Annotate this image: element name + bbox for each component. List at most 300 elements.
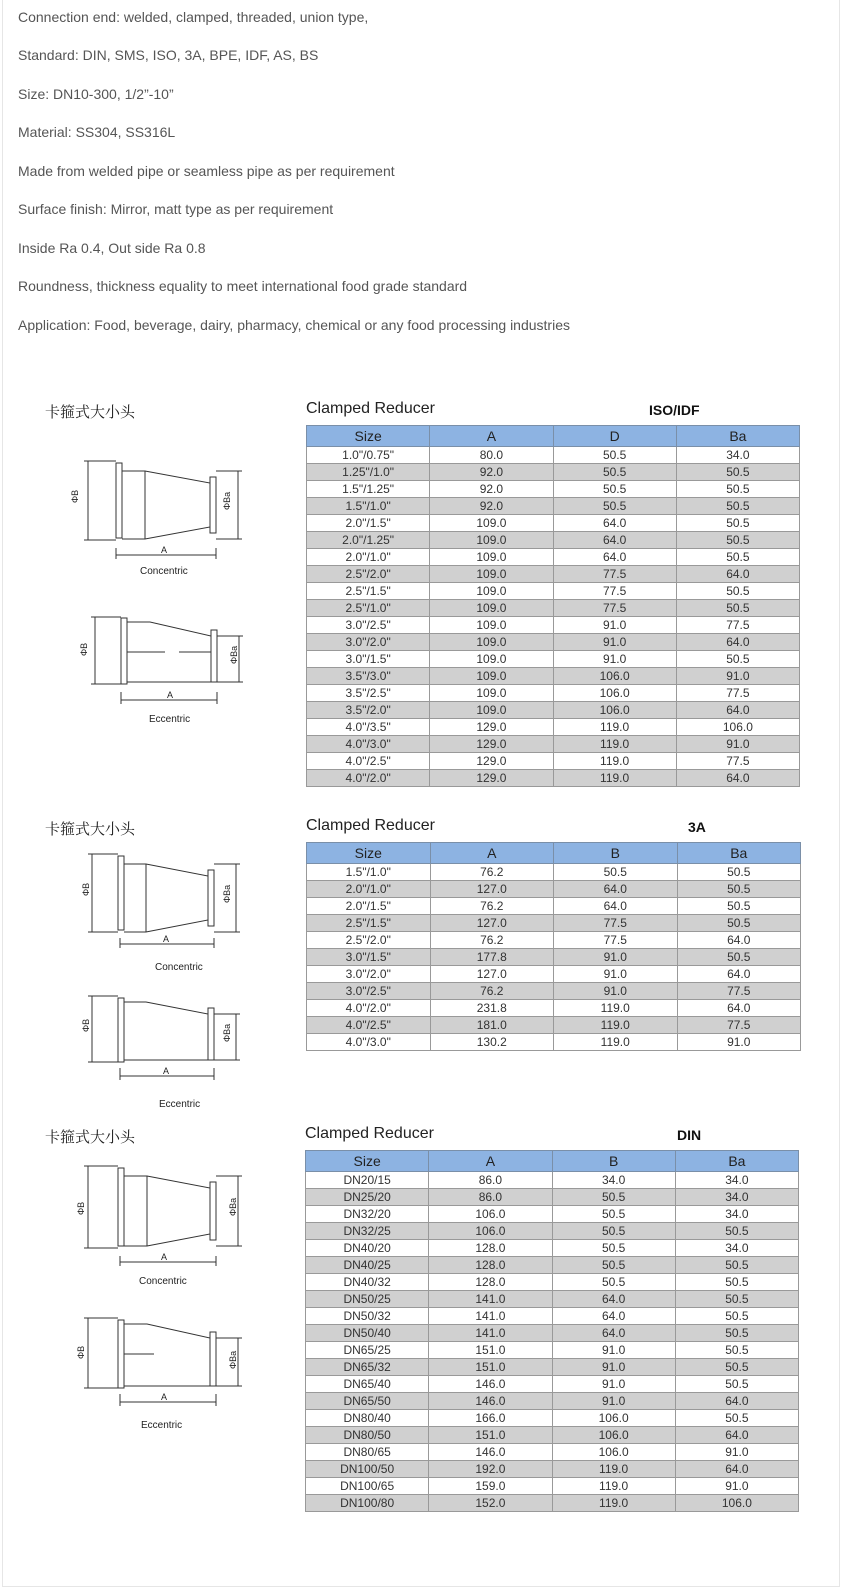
dim-b-label: ΦB xyxy=(79,642,89,656)
table-cell: 76.2 xyxy=(430,898,554,915)
dim-a-label: A xyxy=(161,545,168,555)
table-cell: 1.5"/1.25" xyxy=(307,481,430,498)
table-header-row xyxy=(307,426,800,447)
table-cell: 91.0 xyxy=(676,668,799,685)
dim-ba-label: ΦBa xyxy=(229,645,239,664)
table-cell: DN40/20 xyxy=(306,1240,429,1257)
table-row xyxy=(306,1495,799,1512)
table-cell: DN80/65 xyxy=(306,1444,429,1461)
eccentric-caption: Eccentric xyxy=(159,1099,201,1110)
table-row xyxy=(306,1410,799,1427)
table-cell: 109.0 xyxy=(430,566,553,583)
table-cell: DN100/50 xyxy=(306,1461,429,1478)
table-cell: 119.0 xyxy=(554,1000,678,1017)
table-cell: 50.5 xyxy=(552,1274,675,1291)
column-header: B xyxy=(554,843,678,864)
table-cell: 109.0 xyxy=(430,583,553,600)
table-cell: 34.0 xyxy=(675,1206,798,1223)
table-cell: 91.0 xyxy=(553,617,676,634)
spec-pipe: Made from welded pipe or seamless pipe as per requirement xyxy=(18,163,395,179)
dim-ba-label: ΦBa xyxy=(222,491,232,510)
table-cell: 50.5 xyxy=(676,651,799,668)
table-row xyxy=(306,1189,799,1206)
table-row xyxy=(306,1461,799,1478)
table-cell: 34.0 xyxy=(675,1240,798,1257)
table-cell: 91.0 xyxy=(676,736,799,753)
spec-material: Material: SS304, SS316L xyxy=(18,124,176,140)
table-row xyxy=(307,864,801,881)
concentric-caption: Concentric xyxy=(140,566,188,577)
table-cell: 106.0 xyxy=(429,1223,552,1240)
table-cell: DN50/25 xyxy=(306,1291,429,1308)
section-standard: 3A xyxy=(688,819,706,835)
column-header: Size xyxy=(307,426,430,447)
table-cell: 109.0 xyxy=(430,515,553,532)
table-cell: 2.0"/1.0" xyxy=(307,549,430,566)
table-row xyxy=(307,1034,801,1051)
table-row xyxy=(306,1274,799,1291)
table-cell: DN80/50 xyxy=(306,1427,429,1444)
table-cell: 80.0 xyxy=(430,447,553,464)
table-cell: 64.0 xyxy=(553,532,676,549)
section-cn-title: 卡箍式大小头 xyxy=(45,1128,136,1146)
table-cell: 91.0 xyxy=(677,1034,801,1051)
table-cell: 106.0 xyxy=(675,1495,798,1512)
eccentric-caption: Eccentric xyxy=(149,714,191,725)
table-cell: 64.0 xyxy=(554,881,678,898)
table-cell: 127.0 xyxy=(430,881,554,898)
table-cell: 2.0"/1.5" xyxy=(307,898,431,915)
table-cell: 2.5"/2.0" xyxy=(307,566,430,583)
table-cell: 91.0 xyxy=(552,1376,675,1393)
table-cell: 127.0 xyxy=(430,915,554,932)
section-title: Clamped Reducer xyxy=(305,1125,434,1142)
table-row xyxy=(307,881,801,898)
table-cell: 50.5 xyxy=(676,532,799,549)
table-cell: 50.5 xyxy=(552,1206,675,1223)
table-cell: DN32/25 xyxy=(306,1223,429,1240)
table-cell: 92.0 xyxy=(430,498,553,515)
table-cell: 50.5 xyxy=(675,1274,798,1291)
table-cell: 86.0 xyxy=(429,1172,552,1189)
table-cell: 77.5 xyxy=(554,932,678,949)
table-cell: DN20/15 xyxy=(306,1172,429,1189)
table-cell: 109.0 xyxy=(430,634,553,651)
column-header: A xyxy=(430,426,553,447)
table-row xyxy=(307,634,800,651)
table-cell: 109.0 xyxy=(430,668,553,685)
table-row xyxy=(307,685,800,702)
table-cell: 2.0"/1.25" xyxy=(307,532,430,549)
table-row xyxy=(306,1240,799,1257)
table-cell: 50.5 xyxy=(552,1257,675,1274)
table-cell: 92.0 xyxy=(430,464,553,481)
table-cell: 151.0 xyxy=(429,1342,552,1359)
table-cell: 64.0 xyxy=(677,1000,801,1017)
table-cell: 76.2 xyxy=(430,932,554,949)
table-cell: 119.0 xyxy=(552,1495,675,1512)
table-cell: 3.0"/2.5" xyxy=(307,983,431,1000)
table-cell: 77.5 xyxy=(553,566,676,583)
table-cell: 2.5"/1.5" xyxy=(307,583,430,600)
table-cell: 119.0 xyxy=(554,1034,678,1051)
table-cell: 50.5 xyxy=(676,515,799,532)
table-cell: 106.0 xyxy=(553,668,676,685)
table-cell: 119.0 xyxy=(552,1461,675,1478)
table-cell: 77.5 xyxy=(677,983,801,1000)
table-cell: 50.5 xyxy=(675,1376,798,1393)
table-row xyxy=(306,1325,799,1342)
table-cell: 3.0"/1.5" xyxy=(307,651,430,668)
table-cell: 50.5 xyxy=(552,1189,675,1206)
table-cell: 2.5"/2.0" xyxy=(307,932,431,949)
table-row xyxy=(306,1376,799,1393)
table-cell: DN100/80 xyxy=(306,1495,429,1512)
column-header: Ba xyxy=(675,1151,798,1172)
table-cell: 50.5 xyxy=(675,1342,798,1359)
concentric-reducer-diagram xyxy=(78,848,253,950)
table-cell: 106.0 xyxy=(553,702,676,719)
table-cell: 91.0 xyxy=(553,634,676,651)
table-cell: 64.0 xyxy=(553,515,676,532)
spec-application: Application: Food, beverage, dairy, pharmacy, chemical or any food processing industries xyxy=(18,317,570,333)
table-cell: 146.0 xyxy=(429,1444,552,1461)
table-row xyxy=(306,1359,799,1376)
section-cn-title: 卡箍式大小头 xyxy=(45,403,136,421)
table-row xyxy=(306,1393,799,1410)
table-row xyxy=(307,770,800,787)
column-header: A xyxy=(429,1151,552,1172)
table-cell: 50.5 xyxy=(675,1223,798,1240)
table-cell: 2.5"/1.0" xyxy=(307,600,430,617)
table-cell: 64.0 xyxy=(675,1461,798,1478)
table-cell: DN40/25 xyxy=(306,1257,429,1274)
table-row xyxy=(307,1000,801,1017)
table-cell: 106.0 xyxy=(552,1410,675,1427)
dim-b-label: ΦB xyxy=(81,882,91,896)
table-cell: 91.0 xyxy=(554,983,678,1000)
table-cell: 109.0 xyxy=(430,600,553,617)
table-cell: DN40/32 xyxy=(306,1274,429,1291)
table-cell: 64.0 xyxy=(552,1325,675,1342)
table-cell: 4.0"/3.5" xyxy=(307,719,430,736)
table-cell: 50.5 xyxy=(554,864,678,881)
eccentric-caption: Eccentric xyxy=(141,1420,183,1431)
table-cell: 129.0 xyxy=(430,753,553,770)
table-cell: 106.0 xyxy=(553,685,676,702)
table-cell: DN65/25 xyxy=(306,1342,429,1359)
table-row xyxy=(307,753,800,770)
dimensions-table-3a xyxy=(306,842,801,1051)
section-cn-title: 卡箍式大小头 xyxy=(45,820,136,838)
table-cell: 119.0 xyxy=(552,1478,675,1495)
table-cell: 3.0"/1.5" xyxy=(307,949,431,966)
table-cell: 152.0 xyxy=(429,1495,552,1512)
table-cell: DN65/40 xyxy=(306,1376,429,1393)
table-row xyxy=(307,481,800,498)
table-cell: 91.0 xyxy=(553,651,676,668)
table-row xyxy=(306,1223,799,1240)
spec-roughness: Inside Ra 0.4, Out side Ra 0.8 xyxy=(18,240,206,256)
table-cell: 50.5 xyxy=(552,1240,675,1257)
table-row xyxy=(307,932,801,949)
table-cell: DN50/32 xyxy=(306,1308,429,1325)
table-cell: 177.8 xyxy=(430,949,554,966)
table-cell: 50.5 xyxy=(677,949,801,966)
table-cell: 4.0"/2.5" xyxy=(307,753,430,770)
table-cell: 181.0 xyxy=(430,1017,554,1034)
column-header: Size xyxy=(306,1151,429,1172)
table-cell: 50.5 xyxy=(553,447,676,464)
table-cell: 34.0 xyxy=(675,1172,798,1189)
column-header: Ba xyxy=(677,843,801,864)
table-row xyxy=(307,583,800,600)
table-cell: 141.0 xyxy=(429,1325,552,1342)
table-cell: 106.0 xyxy=(552,1444,675,1461)
table-cell: 159.0 xyxy=(429,1478,552,1495)
table-cell: DN80/40 xyxy=(306,1410,429,1427)
table-row xyxy=(307,464,800,481)
table-cell: 106.0 xyxy=(552,1427,675,1444)
dim-a-label: A xyxy=(163,1066,170,1076)
dim-b-label: ΦB xyxy=(70,489,80,503)
dim-a-label: A xyxy=(163,934,170,944)
table-row xyxy=(306,1444,799,1461)
table-row xyxy=(307,566,800,583)
table-cell: 77.5 xyxy=(553,600,676,617)
table-cell: 64.0 xyxy=(552,1291,675,1308)
table-row xyxy=(307,1017,801,1034)
concentric-reducer-diagram xyxy=(72,1160,250,1268)
column-header: Ba xyxy=(676,426,799,447)
table-cell: 50.5 xyxy=(677,881,801,898)
table-row xyxy=(306,1478,799,1495)
table-cell: 50.5 xyxy=(676,549,799,566)
table-cell: 119.0 xyxy=(553,753,676,770)
spec-standard: Standard: DIN, SMS, ISO, 3A, BPE, IDF, AS, BS xyxy=(18,47,319,63)
table-row xyxy=(307,515,800,532)
table-cell: 3.5"/2.5" xyxy=(307,685,430,702)
table-cell: 128.0 xyxy=(429,1257,552,1274)
table-cell: 50.5 xyxy=(677,864,801,881)
table-cell: 109.0 xyxy=(430,549,553,566)
table-row xyxy=(307,498,800,515)
table-row xyxy=(307,966,801,983)
table-cell: DN65/50 xyxy=(306,1393,429,1410)
table-row xyxy=(306,1257,799,1274)
dim-ba-label: ΦBa xyxy=(228,1350,238,1369)
table-cell: 91.0 xyxy=(552,1342,675,1359)
table-cell: 50.5 xyxy=(675,1308,798,1325)
table-cell: 127.0 xyxy=(430,966,554,983)
table-cell: 50.5 xyxy=(552,1223,675,1240)
table-cell: 3.0"/2.0" xyxy=(307,966,431,983)
column-header: D xyxy=(553,426,676,447)
table-cell: 1.5"/1.0" xyxy=(307,498,430,515)
table-cell: 151.0 xyxy=(429,1359,552,1376)
table-cell: 109.0 xyxy=(430,617,553,634)
table-cell: 91.0 xyxy=(554,966,678,983)
table-row xyxy=(307,651,800,668)
table-cell: 77.5 xyxy=(676,617,799,634)
table-row xyxy=(307,736,800,753)
table-cell: 91.0 xyxy=(675,1444,798,1461)
spec-roundness: Roundness, thickness equality to meet international food grade standard xyxy=(18,278,468,294)
table-row xyxy=(306,1291,799,1308)
table-cell: DN32/20 xyxy=(306,1206,429,1223)
table-cell: 109.0 xyxy=(430,532,553,549)
table-row xyxy=(307,898,801,915)
table-cell: 76.2 xyxy=(430,983,554,1000)
table-cell: 128.0 xyxy=(429,1274,552,1291)
table-cell: 3.0"/2.0" xyxy=(307,634,430,651)
table-cell: 50.5 xyxy=(553,464,676,481)
table-cell: 129.0 xyxy=(430,719,553,736)
table-cell: 50.5 xyxy=(675,1257,798,1274)
table-cell: DN100/65 xyxy=(306,1478,429,1495)
table-cell: 34.0 xyxy=(552,1172,675,1189)
table-cell: 4.0"/3.0" xyxy=(307,1034,431,1051)
dim-b-label: ΦB xyxy=(81,1018,91,1032)
table-cell: 141.0 xyxy=(429,1291,552,1308)
table-cell: 64.0 xyxy=(552,1308,675,1325)
dim-ba-label: ΦBa xyxy=(222,884,232,903)
table-cell: 2.0"/1.0" xyxy=(307,881,431,898)
table-cell: 2.0"/1.5" xyxy=(307,515,430,532)
table-cell: 166.0 xyxy=(429,1410,552,1427)
table-header-row xyxy=(306,1151,799,1172)
section-standard: DIN xyxy=(677,1127,702,1143)
table-cell: DN65/32 xyxy=(306,1359,429,1376)
table-row xyxy=(307,549,800,566)
table-cell: 34.0 xyxy=(675,1189,798,1206)
table-cell: 128.0 xyxy=(429,1240,552,1257)
table-cell: 1.5"/1.0" xyxy=(307,864,431,881)
table-cell: 50.5 xyxy=(553,481,676,498)
table-cell: 109.0 xyxy=(430,685,553,702)
table-cell: 3.5"/3.0" xyxy=(307,668,430,685)
table-cell: 50.5 xyxy=(676,481,799,498)
table-cell: 50.5 xyxy=(675,1325,798,1342)
section-standard: ISO/IDF xyxy=(649,402,700,418)
table-cell: 64.0 xyxy=(676,702,799,719)
dimensions-table-iso-idf xyxy=(306,425,800,787)
table-cell: 50.5 xyxy=(677,898,801,915)
table-cell: 3.0"/2.5" xyxy=(307,617,430,634)
table-cell: 91.0 xyxy=(552,1393,675,1410)
section-title: Clamped Reducer xyxy=(306,400,435,417)
table-cell: 1.25"/1.0" xyxy=(307,464,430,481)
table-row xyxy=(306,1172,799,1189)
table-cell: 146.0 xyxy=(429,1376,552,1393)
table-cell: 64.0 xyxy=(554,898,678,915)
table-row xyxy=(306,1206,799,1223)
table-header-row xyxy=(307,843,801,864)
table-cell: 50.5 xyxy=(676,464,799,481)
table-cell: 4.0"/3.0" xyxy=(307,736,430,753)
table-row xyxy=(306,1342,799,1359)
table-cell: 130.2 xyxy=(430,1034,554,1051)
dim-ba-label: ΦBa xyxy=(222,1023,232,1042)
table-cell: 1.0"/0.75" xyxy=(307,447,430,464)
table-row xyxy=(307,702,800,719)
table-row xyxy=(307,447,800,464)
table-cell: 91.0 xyxy=(675,1478,798,1495)
table-row xyxy=(306,1308,799,1325)
eccentric-reducer-diagram xyxy=(75,612,250,707)
table-cell: 106.0 xyxy=(429,1206,552,1223)
table-cell: 64.0 xyxy=(676,770,799,787)
table-cell: 77.5 xyxy=(676,753,799,770)
table-cell: 50.5 xyxy=(676,600,799,617)
table-cell: 129.0 xyxy=(430,770,553,787)
table-cell: 64.0 xyxy=(677,966,801,983)
table-row xyxy=(307,617,800,634)
table-cell: 50.5 xyxy=(676,498,799,515)
table-cell: 119.0 xyxy=(553,719,676,736)
dim-a-label: A xyxy=(161,1252,168,1262)
table-cell: 4.0"/2.0" xyxy=(307,1000,431,1017)
table-cell: 119.0 xyxy=(554,1017,678,1034)
table-row xyxy=(307,915,801,932)
eccentric-reducer-diagram xyxy=(78,992,253,1082)
concentric-caption: Concentric xyxy=(155,962,203,973)
table-cell: 76.2 xyxy=(430,864,554,881)
dim-ba-label: ΦBa xyxy=(228,1197,238,1216)
table-cell: 64.0 xyxy=(676,566,799,583)
concentric-reducer-diagram xyxy=(70,455,250,560)
table-cell: 77.5 xyxy=(554,915,678,932)
table-cell: 64.0 xyxy=(675,1393,798,1410)
table-row xyxy=(307,949,801,966)
column-header: B xyxy=(552,1151,675,1172)
table-cell: 146.0 xyxy=(429,1393,552,1410)
table-cell: 50.5 xyxy=(675,1359,798,1376)
table-cell: 91.0 xyxy=(552,1359,675,1376)
table-row xyxy=(306,1427,799,1444)
table-cell: 64.0 xyxy=(677,932,801,949)
table-row xyxy=(307,532,800,549)
table-cell: 64.0 xyxy=(553,549,676,566)
table-row xyxy=(307,668,800,685)
dimensions-table-din xyxy=(305,1150,799,1512)
table-cell: 50.5 xyxy=(676,583,799,600)
table-cell: 86.0 xyxy=(429,1189,552,1206)
section-title: Clamped Reducer xyxy=(306,817,435,834)
table-cell: 4.0"/2.0" xyxy=(307,770,430,787)
table-cell: 77.5 xyxy=(677,1017,801,1034)
table-cell: 77.5 xyxy=(676,685,799,702)
table-cell: 3.5"/2.0" xyxy=(307,702,430,719)
table-row xyxy=(307,719,800,736)
column-header: A xyxy=(430,843,554,864)
table-cell: DN50/40 xyxy=(306,1325,429,1342)
table-row xyxy=(307,600,800,617)
concentric-caption: Concentric xyxy=(139,1276,187,1287)
table-cell: 64.0 xyxy=(676,634,799,651)
table-cell: 129.0 xyxy=(430,736,553,753)
column-header: Size xyxy=(307,843,431,864)
spec-size: Size: DN10-300, 1/2”-10” xyxy=(18,86,174,102)
table-cell: 50.5 xyxy=(675,1291,798,1308)
table-cell: 151.0 xyxy=(429,1427,552,1444)
table-cell: 77.5 xyxy=(553,583,676,600)
table-cell: 64.0 xyxy=(675,1427,798,1444)
spec-connection-end: Connection end: welded, clamped, threaded, union type, xyxy=(18,9,369,25)
table-cell: 2.5"/1.5" xyxy=(307,915,431,932)
table-cell: 91.0 xyxy=(554,949,678,966)
table-cell: 106.0 xyxy=(676,719,799,736)
